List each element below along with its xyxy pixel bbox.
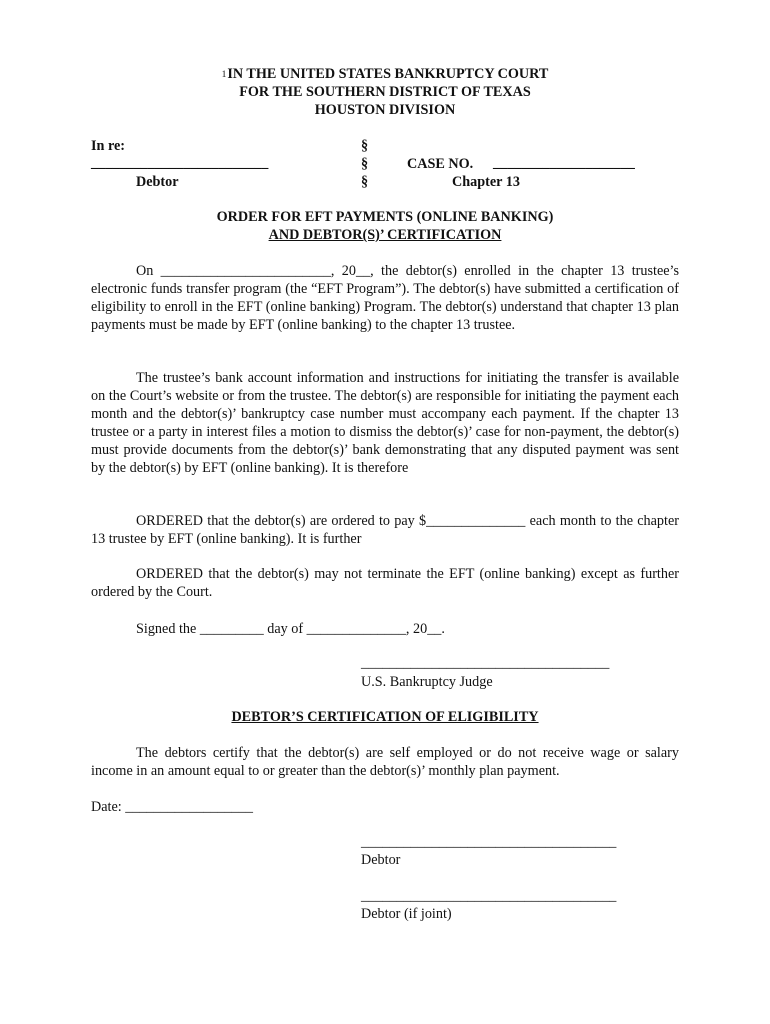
order-title-line-2-wrap (0, 227, 770, 244)
paragraph-enrollment: On ________________________, 20__, the debtor(s) enrolled in the chapter 13 trustee’s electronic funds transfer program (the “EFT Program”). The debtor(s) have submitted a certification of eligibility to enroll in the EFT (online banking) Program. The debtor(s) understand that chapter 13 plan payments must be made by EFT (online banking) to the chapter 13 trustee. (91, 263, 679, 333)
certification-text: The debtors certify that the debtor(s) are self employed or do not receive wage or salary income in an amount equal to or greater than the debtor(s)’ monthly plan payment. (91, 745, 679, 779)
footnote-mark: 1 (221, 70, 227, 80)
section-mark-1: § (361, 138, 369, 154)
paragraph-trustee-account: The trustee’s bank account information and instructions for initiating the transfer is available on the Court’s website or from the trustee. The debtor(s) are responsible for initiating the payment each month and the debtor(s)’ bankruptcy case number must accompany each payment. If the chapter 13 trustee or a party in interest files a motion to dismiss the debtor(s)’ case for non-payment, the debtor(s) must provide documents from the debtor(s)’ bank demonstrating that any disputed payment was sent by the debtor(s) by EFT (online banking). It is therefore (91, 370, 679, 476)
debtor-caption-label: Debtor (136, 174, 179, 190)
case-number-label: CASE NO. (407, 156, 474, 172)
order-title-line-2: AND DEBTOR(S)’ CERTIFICATION (268, 227, 502, 243)
court-heading-line-2: FOR THE SOUTHERN DISTRICT OF TEXAS (239, 84, 531, 100)
court-heading-line-1 (0, 66, 770, 83)
in-re-label: In re: (91, 138, 126, 154)
section-mark-3: § (361, 174, 369, 190)
paragraph-ordered-terminate: ORDERED that the debtor(s) may not terminate the EFT (online banking) except as further ordered by the Court. (91, 566, 679, 600)
case-number-blank: ____________________ (493, 155, 635, 171)
signed-line: Signed the _________ day of ______________, 20__. (136, 621, 445, 637)
order-title-line-1: ORDER FOR EFT PAYMENTS (ONLINE BANKING) (216, 209, 554, 225)
paragraph-ordered-pay: ORDERED that the debtor(s) are ordered to pay $______________ each month to the chapter 13 trustee by EFT (online banking). It is further (91, 513, 679, 547)
joint-debtor-signature-line: ____________________________________ (361, 888, 617, 904)
judge-signature-line: ___________________________________ (361, 655, 610, 671)
court-heading-line-3: HOUSTON DIVISION (314, 102, 456, 118)
debtor-signature-line: ____________________________________ (361, 834, 617, 850)
date-line: Date: __________________ (91, 799, 253, 815)
section-mark-2: § (361, 156, 369, 172)
chapter-label: Chapter 13 (452, 174, 520, 190)
joint-debtor-signature-label: Debtor (if joint) (361, 906, 452, 922)
certification-title: DEBTOR’S CERTIFICATION OF ELIGIBILITY (231, 709, 539, 725)
court-name: IN THE UNITED STATES BANKRUPTCY COURT (227, 66, 549, 82)
debtor-name-blank: _________________________ (91, 155, 269, 171)
debtor-signature-label: Debtor (361, 852, 401, 868)
judge-signature-label: U.S. Bankruptcy Judge (361, 674, 493, 690)
